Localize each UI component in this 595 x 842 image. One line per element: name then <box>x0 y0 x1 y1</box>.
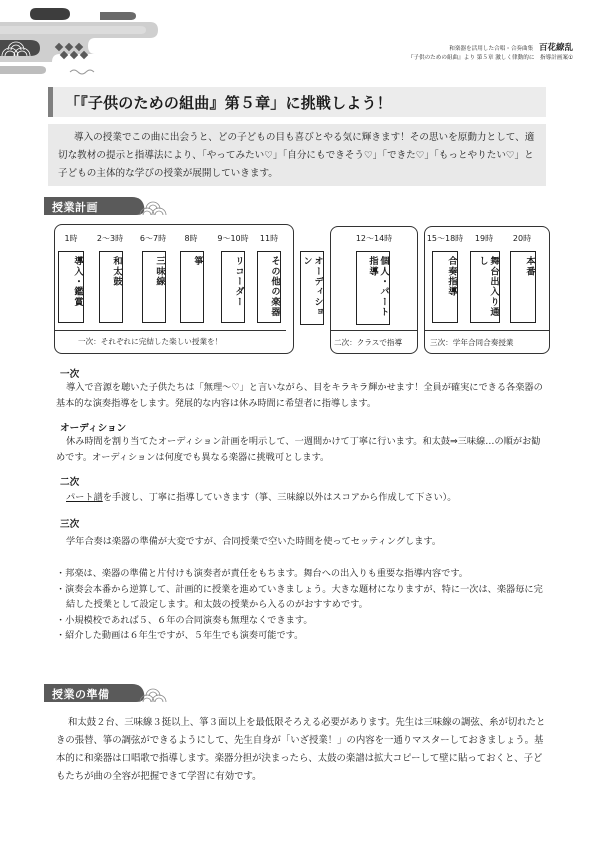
part-score-term: パート譜 <box>66 492 103 503</box>
phase3-caption: 三次：学年合同合奏授業 <box>430 338 514 347</box>
notes-list <box>56 566 548 644</box>
phase2-divider <box>330 330 418 331</box>
note-item: ・小規模校であれば５、６年の合同演奏も無理なくできます。 <box>56 614 313 626</box>
slot-intro <box>58 233 84 244</box>
heading-audition: オーディション <box>60 423 127 434</box>
phase1-divider <box>54 330 286 331</box>
note-item: ・邦楽は、楽器の準備と片付けも演奏者が責任をもちます。舞台への出入りも重要な指導内容です。 <box>56 568 468 579</box>
badge-prep-label: 授業の準備 <box>52 688 110 701</box>
slot-rehearsal <box>468 233 500 244</box>
slot-label: 導入・鑑賞 <box>72 256 83 307</box>
title-bar <box>48 87 546 117</box>
heading-niji: 二次 <box>60 477 80 488</box>
paragraph-sanji <box>56 534 546 550</box>
audition-box <box>300 251 324 325</box>
slot-koto <box>176 233 206 244</box>
section-badge-prep <box>44 682 194 704</box>
series-title: 和楽器を活用した合唱・合奏曲集 <box>449 46 534 52</box>
slot-others <box>254 233 284 244</box>
slot-label: 三味線 <box>154 256 165 287</box>
slot-taiko <box>90 233 130 244</box>
slot-hours: 1時 <box>64 234 78 243</box>
slot-shamisen <box>133 233 173 244</box>
slot-box-part-practice <box>356 251 390 325</box>
slot-box-ensemble <box>432 251 458 323</box>
heading-sanji: 三次 <box>60 519 80 530</box>
phase3-divider <box>424 330 550 331</box>
paragraph-ichiji <box>56 380 546 412</box>
paragraph-audition <box>56 434 546 466</box>
paragraph-preparation: 和太鼓２台、三味線３挺以上、箏３面以上を最低限そろえる必要があります。先生は三味線の調弦、糸が切れたときの張替、箏の調弦ができるようにして、先生自身が「いざ授業！」の内容を一通りマスターしておきましょう。基本的に和楽器は口唱歌で指導します。楽器分担が決まったら、太鼓の楽譜は拡大コピーして壁に貼っておくと、子どもたちが曲の全容が把握できて学習に有効です。 <box>56 717 546 782</box>
slot-recorder <box>211 233 255 244</box>
slot-label: 舞台出入り通し <box>477 256 499 318</box>
slot-label: 合奏指導 <box>446 256 457 297</box>
author-name: 百花繚乱 <box>538 43 573 53</box>
slot-box-others <box>257 251 281 323</box>
note-item: ・演奏会本番から逆算して、計画的に授業を進めていきましょう。大きな題材になりますが、特に一次は、楽器毎に完結した授業として設定します。和太鼓の授業から入るのがおすすめです。 <box>56 583 543 610</box>
slot-hours: 2〜3時 <box>96 234 124 243</box>
slot-label: 和太鼓 <box>111 256 122 287</box>
slot-box-taiko <box>99 251 123 323</box>
page-title: 「『子供のための組曲』第５章」に挑戦しよう！ <box>65 94 392 112</box>
paragraph-niji-text: を手渡し、丁寧に指導していきます（箏、三味線以外はスコアから作成して下さい）。 <box>102 492 457 503</box>
slot-box-intro <box>58 251 84 323</box>
slot-ensemble <box>424 233 466 244</box>
slot-hours: 11時 <box>259 234 279 243</box>
slot-box-performance <box>510 251 536 323</box>
heading-ichiji: 一次 <box>60 369 80 380</box>
slot-hours: 8時 <box>184 234 198 243</box>
header-meta <box>408 44 573 63</box>
paragraph-sanji-text: 学年合奏は楽器の準備が大変ですが、合同授業で空いた時間を使ってセッティングします。 <box>66 536 442 547</box>
slot-hours: 12〜14時 <box>355 234 393 243</box>
slot-label: 箏 <box>192 256 203 267</box>
audition-label: オーディション <box>301 256 323 318</box>
phase2-caption: 二次：クラスで指導 <box>334 338 403 347</box>
slot-box-koto <box>180 251 204 323</box>
slot-label: リコーダー <box>233 256 244 307</box>
slot-hours: 15〜18時 <box>426 234 464 243</box>
paragraph-audition-text: 休み時間を割り当てたオーディション計画を明示して、一週間かけて丁寧に行います。和太鼓⇒三味線…の順がお勧めです。オーディションは何度でも異なる楽器に挑戦可とします。 <box>56 436 541 463</box>
slot-hours: 9〜10時 <box>217 234 249 243</box>
badge-plan-label: 授業計画 <box>52 201 98 214</box>
slot-label: 個人・パート指導 <box>367 256 389 318</box>
paragraph-ichiji-text: 導入で音源を聴いた子供たちは「無理〜♡」と言いながら、目をキラキラ輝かせます！全員が確実にできる各楽器の基本的な演奏指導をします。発展的な内容は休み時間に希望者に指導します。 <box>56 382 543 409</box>
phase1-caption: 一次：それぞれに完結した楽しい授業を！ <box>78 337 223 346</box>
slot-box-rehearsal <box>470 251 500 323</box>
slot-performance <box>506 233 538 244</box>
slot-hours: 20時 <box>512 234 532 243</box>
note-item: ・紹介した動画は６年生ですが、５年生でも演奏可能です。 <box>56 630 304 641</box>
paragraph-niji <box>56 490 546 506</box>
header-subline: 『子供のための組曲』より 第５章 激しく律動的に 指導計画案① <box>407 55 573 61</box>
section-badge-plan <box>44 195 194 217</box>
header-decoration <box>0 0 595 92</box>
slot-label: その他の楽器 <box>269 256 280 318</box>
slot-label: 本番 <box>524 256 535 277</box>
slot-box-recorder <box>221 251 245 323</box>
intro-paragraph: 導入の授業でこの曲に出会うと、どの子どもの目も喜びとやる気に輝きます！その思いを原動力として、適切な教材の提示と指導法により、「やってみたい♡」「自分にもできそう♡」「できた♡」「もっとやりたい♡」と子どもの主体的な学びの授業が展開していきます。 <box>48 124 546 186</box>
slot-box-shamisen <box>142 251 166 323</box>
slot-hours: 6〜7時 <box>139 234 167 243</box>
slot-part-practice <box>346 233 402 244</box>
slot-hours: 19時 <box>474 234 494 243</box>
